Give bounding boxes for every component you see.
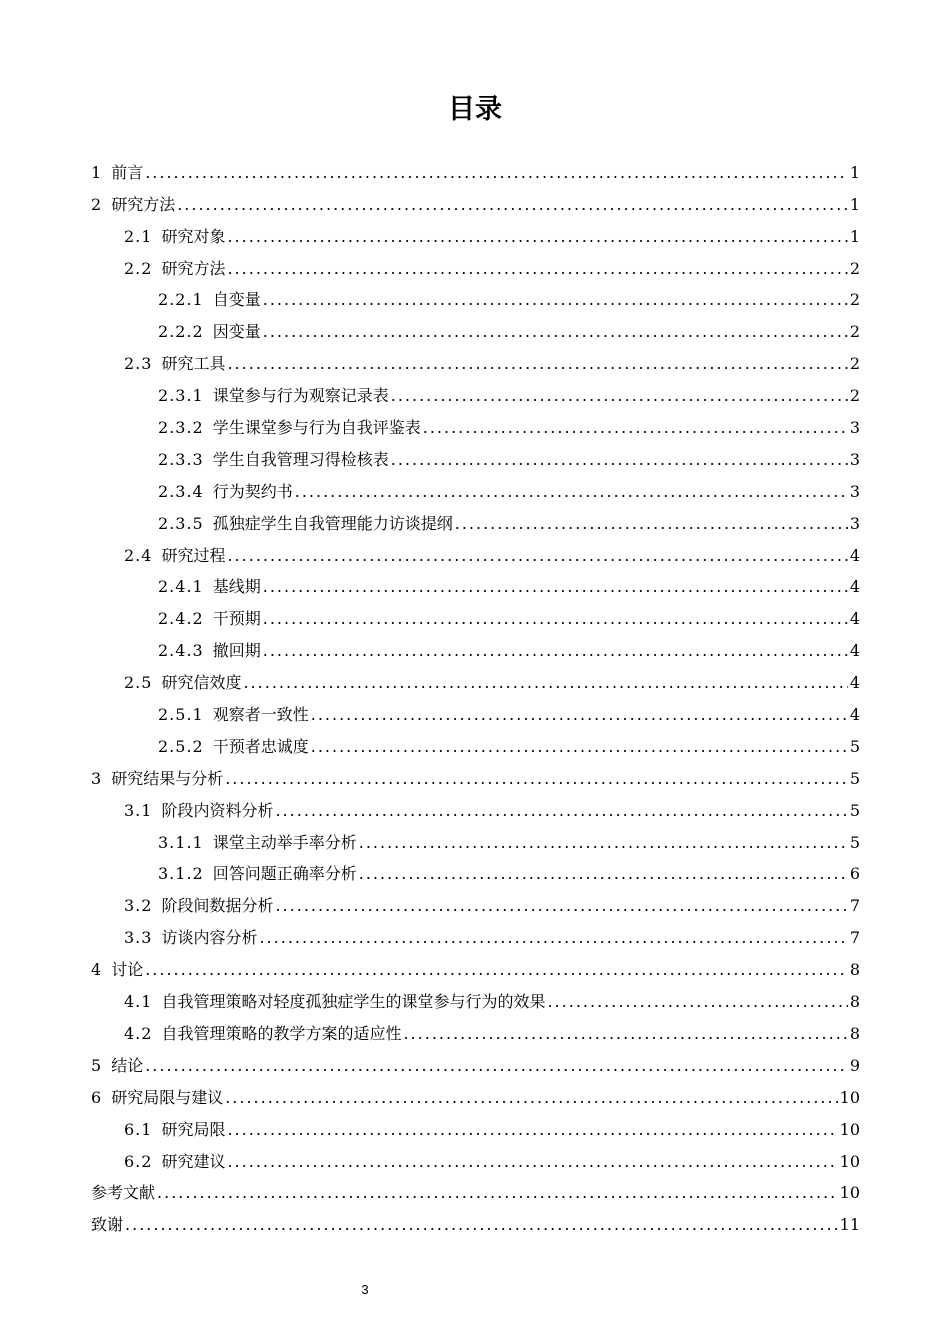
- toc-entry-number: 2.3.4: [158, 481, 204, 501]
- page-title: 目录: [448, 94, 502, 125]
- toc-entry-title: 行为契约书: [212, 481, 293, 501]
- dot-leader: [227, 1120, 837, 1140]
- dot-leader: [403, 1024, 847, 1044]
- toc-entry[interactable]: [91, 661, 860, 693]
- dot-leader: [177, 195, 848, 215]
- toc-entry-number: 4.2: [124, 1023, 153, 1043]
- toc-entry-title: 学生课堂参与行为自我评鉴表: [212, 418, 421, 438]
- toc-entry-number: 2.3.1: [158, 386, 204, 406]
- dot-leader: [243, 673, 847, 693]
- toc-entry-page: 3: [849, 418, 860, 438]
- toc-entry-number: 3.2: [124, 896, 153, 916]
- toc-entry[interactable]: [91, 884, 860, 916]
- dot-leader: [263, 322, 848, 342]
- toc-entry-title: 课堂参与行为观察记录表: [212, 386, 389, 406]
- toc-entry-number: 2.2.2: [158, 322, 204, 342]
- toc-entry[interactable]: [91, 725, 860, 757]
- toc-entry[interactable]: [91, 215, 860, 247]
- dot-leader: [227, 259, 847, 279]
- dot-leader: [311, 737, 848, 757]
- toc-entry-page: 10: [839, 1087, 860, 1107]
- toc-entry-number: 2.5.1: [158, 705, 204, 725]
- toc-entry-page: 1: [849, 226, 860, 246]
- toc-entry[interactable]: [91, 151, 860, 183]
- dot-leader: [547, 992, 847, 1012]
- dot-leader: [227, 546, 847, 566]
- toc-entry-title: 研究方法: [161, 258, 226, 278]
- toc-entry-title: 自我管理策略的教学方案的适应性: [161, 1023, 402, 1043]
- toc-entry-page: 6: [849, 864, 860, 884]
- toc-entry-number: 2.3: [124, 354, 153, 374]
- toc-entry-title: 撤回期: [212, 641, 261, 661]
- toc-entry-number: 2.3.5: [158, 513, 204, 533]
- toc-entry[interactable]: [91, 1140, 860, 1172]
- dot-leader: [391, 386, 848, 406]
- toc-entry-title: 研究局限与建议: [111, 1087, 224, 1107]
- toc-entry-title: 自我管理策略对轻度孤独症学生的课堂参与行为的效果: [161, 992, 546, 1012]
- toc-entry-number: 4: [91, 960, 103, 980]
- toc-entry-page: 3: [849, 481, 860, 501]
- toc-entry[interactable]: [91, 406, 860, 438]
- toc-entry-number: 5: [91, 1055, 103, 1075]
- toc-entry-number: 2.5.2: [158, 736, 204, 756]
- toc-entry-title: 学生自我管理习得检核表: [212, 449, 389, 469]
- dot-leader: [391, 450, 848, 470]
- toc-entry[interactable]: [91, 629, 860, 661]
- toc-entry-number: 2.3.2: [158, 418, 204, 438]
- toc-entry-title: 研究工具: [161, 354, 226, 374]
- toc-entry-title: 访谈内容分析: [161, 928, 258, 948]
- toc-entry-number: 3.1: [124, 800, 153, 820]
- toc-entry-title: 阶段内资料分析: [161, 800, 274, 820]
- dot-leader: [423, 418, 848, 438]
- toc-entry[interactable]: [91, 757, 860, 789]
- table-of-contents: [91, 151, 860, 1235]
- toc-entry-title: 孤独症学生自我管理能力访谈提纲: [212, 513, 453, 533]
- toc-entry[interactable]: [91, 916, 860, 948]
- toc-entry-page: 2: [849, 322, 860, 342]
- toc-entry-page: 4: [849, 609, 860, 629]
- toc-entry[interactable]: [91, 342, 860, 374]
- toc-entry[interactable]: [91, 853, 860, 885]
- toc-entry[interactable]: [91, 566, 860, 598]
- toc-entry[interactable]: [91, 438, 860, 470]
- toc-entry[interactable]: [91, 789, 860, 821]
- toc-entry-page: 3: [849, 513, 860, 533]
- dot-leader: [275, 896, 847, 916]
- toc-entry[interactable]: [91, 1108, 860, 1140]
- toc-entry-number: 3.1.2: [158, 864, 204, 884]
- toc-entry-page: 1: [849, 194, 860, 214]
- toc-entry-page: 1: [849, 162, 860, 182]
- toc-entry[interactable]: [91, 470, 860, 502]
- toc-entry-page: 10: [839, 1183, 860, 1203]
- dot-leader: [359, 864, 848, 884]
- toc-entry-page: 10: [839, 1119, 860, 1139]
- toc-entry-page: 10: [839, 1151, 860, 1171]
- toc-entry-number: 2: [91, 194, 103, 214]
- toc-entry-title: 研究对象: [161, 226, 226, 246]
- dot-leader: [263, 290, 848, 310]
- dot-leader: [145, 163, 848, 183]
- toc-entry[interactable]: [91, 597, 860, 629]
- dot-leader: [311, 705, 848, 725]
- toc-entry-page: 2: [849, 258, 860, 278]
- toc-entry[interactable]: [91, 279, 860, 311]
- toc-entry[interactable]: [91, 534, 860, 566]
- dot-leader: [157, 1183, 838, 1203]
- toc-entry-page: 9: [849, 1055, 860, 1075]
- toc-entry[interactable]: [91, 247, 860, 279]
- toc-entry-title: 研究结果与分析: [111, 768, 224, 788]
- dot-leader: [259, 928, 847, 948]
- toc-entry-page: 7: [849, 928, 860, 948]
- toc-entry[interactable]: [91, 183, 860, 215]
- dot-leader: [145, 1056, 848, 1076]
- toc-entry-page: 4: [849, 641, 860, 661]
- toc-entry-title: 干预期: [212, 609, 261, 629]
- dot-leader: [227, 227, 847, 247]
- toc-entry[interactable]: [91, 948, 860, 980]
- toc-entry-number: 2.4.2: [158, 609, 204, 629]
- toc-entry-title: 自变量: [212, 290, 261, 310]
- toc-entry[interactable]: [91, 1012, 860, 1044]
- toc-entry-title: 回答问题正确率分析: [212, 864, 357, 884]
- toc-entry-number: 2.5: [124, 673, 153, 693]
- toc-entry-title: 讨论: [111, 960, 144, 980]
- toc-entry-page: 4: [849, 545, 860, 565]
- toc-entry[interactable]: [91, 374, 860, 406]
- toc-entry-number: 6.2: [124, 1151, 153, 1171]
- toc-entry-title: 研究建议: [161, 1151, 226, 1171]
- dot-leader: [263, 609, 848, 629]
- toc-entry-page: 4: [849, 577, 860, 597]
- toc-entry-page: 8: [849, 960, 860, 980]
- toc-entry-number: 6: [91, 1087, 103, 1107]
- toc-entry-title: 结论: [111, 1055, 144, 1075]
- toc-entry-number: 2.4.1: [158, 577, 204, 597]
- toc-entry-title: 因变量: [212, 322, 261, 342]
- toc-entry-number: 2.3.3: [158, 449, 204, 469]
- toc-entry-title: 观察者一致性: [212, 705, 309, 725]
- dot-leader: [455, 514, 848, 534]
- toc-entry-number: 3.1.1: [158, 832, 204, 852]
- dot-leader: [263, 577, 848, 597]
- toc-entry-number: 3.3: [124, 928, 153, 948]
- toc-entry[interactable]: [91, 1044, 860, 1076]
- toc-entry-page: 5: [849, 832, 860, 852]
- page-number: 3: [361, 1282, 369, 1297]
- toc-entry[interactable]: [91, 502, 860, 534]
- toc-entry[interactable]: [91, 310, 860, 342]
- toc-entry[interactable]: [91, 980, 860, 1012]
- toc-entry-title: 研究方法: [111, 194, 176, 214]
- toc-entry-number: 6.1: [124, 1119, 153, 1139]
- toc-entry-title: 前言: [111, 162, 144, 182]
- toc-entry-number: 4.1: [124, 992, 153, 1012]
- toc-entry-page: 8: [849, 1023, 860, 1043]
- toc-entry-title: 参考文献: [91, 1183, 156, 1203]
- toc-entry-page: 5: [849, 768, 860, 788]
- toc-entry-page: 8: [849, 992, 860, 1012]
- toc-entry-page: 2: [849, 354, 860, 374]
- toc-entry-title: 研究过程: [161, 545, 226, 565]
- toc-entry-page: 11: [839, 1215, 860, 1235]
- toc-entry-title: 阶段间数据分析: [161, 896, 274, 916]
- toc-entry-page: 7: [849, 896, 860, 916]
- dot-leader: [145, 960, 848, 980]
- toc-entry-page: 2: [849, 290, 860, 310]
- dot-leader: [263, 641, 848, 661]
- dot-leader: [227, 1152, 837, 1172]
- dot-leader: [125, 1215, 838, 1235]
- toc-entry-title: 干预者忠诚度: [212, 736, 309, 756]
- toc-entry-number: 1: [91, 162, 103, 182]
- toc-entry-number: 2.4: [124, 545, 153, 565]
- toc-entry-page: 4: [849, 705, 860, 725]
- toc-entry-title: 研究局限: [161, 1119, 226, 1139]
- toc-entry-number: 2.4.3: [158, 641, 204, 661]
- toc-entry-title: 研究信效度: [161, 673, 242, 693]
- toc-entry[interactable]: [91, 1172, 860, 1204]
- dot-leader: [359, 833, 848, 853]
- dot-leader: [275, 801, 847, 821]
- toc-entry[interactable]: [91, 821, 860, 853]
- toc-entry[interactable]: [91, 1076, 860, 1108]
- toc-entry-number: 2.2.1: [158, 290, 204, 310]
- toc-entry-page: 5: [849, 800, 860, 820]
- toc-entry-page: 5: [849, 736, 860, 756]
- toc-entry-page: 2: [849, 386, 860, 406]
- toc-entry-title: 基线期: [212, 577, 261, 597]
- toc-entry[interactable]: [91, 693, 860, 725]
- toc-entry-number: 2.1: [124, 226, 153, 246]
- toc-entry-page: 3: [849, 449, 860, 469]
- toc-entry-number: 3: [91, 768, 103, 788]
- toc-entry-title: 课堂主动举手率分析: [212, 832, 357, 852]
- dot-leader: [227, 354, 847, 374]
- dot-leader: [225, 769, 848, 789]
- dot-leader: [295, 482, 848, 502]
- dot-leader: [225, 1088, 837, 1108]
- toc-entry-page: 4: [849, 673, 860, 693]
- toc-entry-title: 致谢: [91, 1215, 124, 1235]
- toc-entry-number: 2.2: [124, 258, 153, 278]
- toc-entry[interactable]: [91, 1203, 860, 1235]
